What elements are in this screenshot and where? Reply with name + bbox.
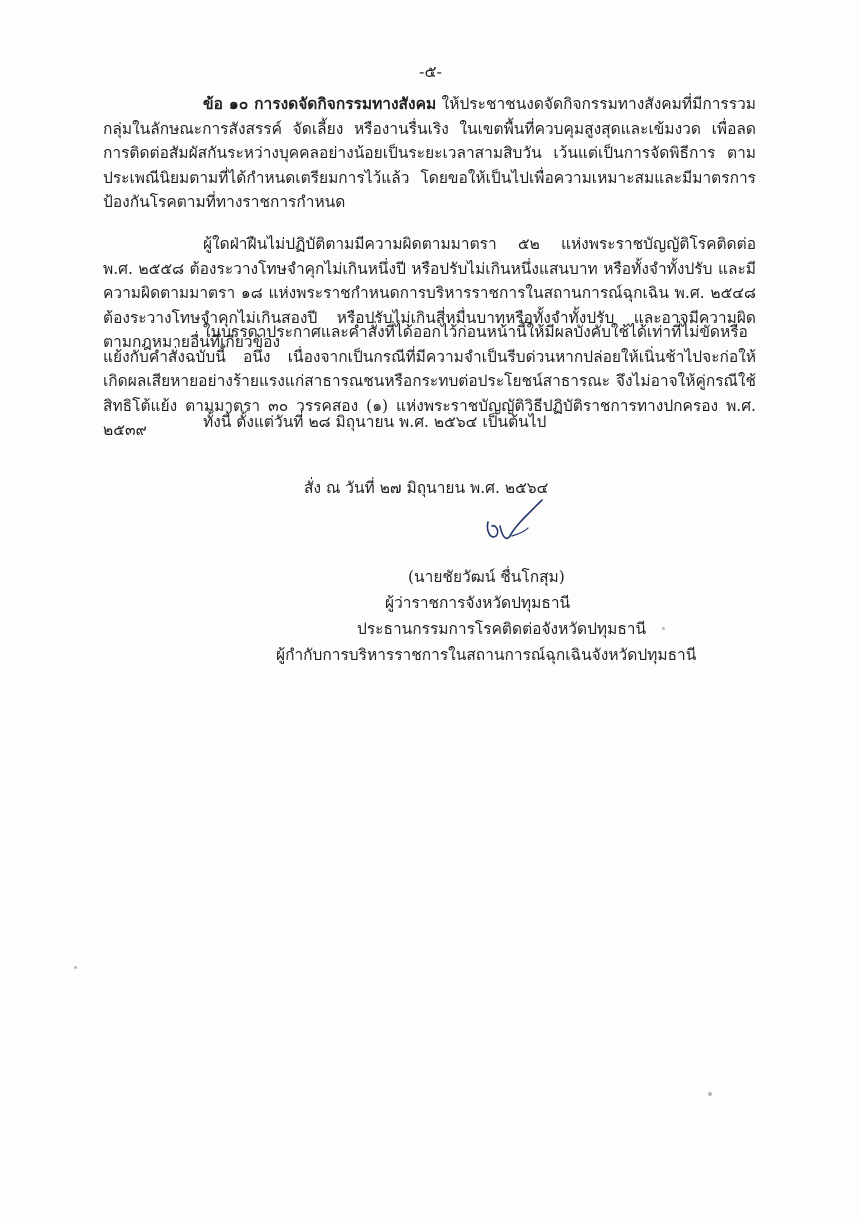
penalty-paragraph: ผู้ใดฝ่าฝืนไม่ปฏิบัติตามมีความผิดตามมาตรา ๕๒ แห่งพระราชบัญญัติโรคติดต่อ พ.ศ. ๒๕๕๘ ต้องระวางโทษจำคุกไม่เกินหนึ่งปี หรือปรับไม่เกินหนึ่งแสนบาท หรือทั้งจำทั้งปรับ และมีความผิดตามมาตรา ๑๘ แห่งพระราชกำหนดการบริหารราชการในสถานการณ์ฉุกเฉิน พ.ศ. ๒๕๔๘ ต้องระวางโทษจำคุกไม่เกินสองปี หรือปรับไม่เกินสี่หมื่นบาทหรือทั้งจำทั้งปรับ และอาจมีความผิดตามกฎหมายอื่นที่เกี่ยวข้อง bbox=[103, 235, 756, 351]
clause-body: ให้ประชาชนงดจัดกิจกรรมทางสังคมที่มีการรวมกลุ่มในลักษณะการสังสรรค์ จัดเลี้ยง หรืองานรื่นเริง ในเขตพื้นที่ควบคุมสูงสุดและเข้มงวด เพื่อลดการติดต่อสัมผัสกันระหว่างบุคคลอย่างน้อยเป็นระยะเวลาสามสิบวัน เว้นแต่เป็นการจัดพิธีการ ตามประเพณีนิยมตามที่ได้กำหนดเตรียมการไว้แล้ว โดยขอให้เป็นไปเพื่อความเหมาะสมและมีมาตรการป้องกันโรคตามที่ทางราชการกำหนด bbox=[103, 95, 756, 211]
clause-10-paragraph bbox=[103, 92, 756, 215]
signatory-title-emergency-supervisor: ผู้กำกับการบริหารราชการในสถานการณ์ฉุกเฉินจังหวัดปทุมธานี bbox=[276, 646, 697, 664]
page-number: -๕- bbox=[419, 62, 442, 81]
paper-speck bbox=[662, 627, 665, 630]
effective-date: ทั้งนี้ ตั้งแต่วันที่ ๒๘ มิถุนายน พ.ศ. ๒๕๖๔ เป็นต้นไป bbox=[203, 413, 547, 431]
signatory-title-governor: ผู้ว่าราชการจังหวัดปทุมธานี bbox=[385, 594, 571, 612]
handwritten-signature bbox=[478, 492, 548, 552]
clause-heading: ข้อ ๑๐ การงดจัดกิจกรรมทางสังคม bbox=[203, 94, 437, 113]
paper-speck bbox=[708, 1092, 712, 1096]
signatory-name: (นายชัยวัฒน์ ชื่นโกสุม) bbox=[408, 568, 565, 586]
paper-speck bbox=[74, 966, 77, 969]
precedence-paragraph: ในบรรดาประกาศและคำสั่งที่ได้ออกไว้ก่อนหน้านี้ให้มีผลบังคับใช้ได้เท่าที่ไม่ขัดหรือแย้งกับคำสั่งฉบับนี้ อนึ่ง เนื่องจากเป็นกรณีที่มีความจำเป็นรีบด่วนหากปล่อยให้เนิ่นช้าไปจะก่อให้เกิดผลเสียหายอย่างร้ายแรงแก่สาธารณชนหรือกระทบต่อประโยชน์สาธารณะ จึงไม่อาจให้คู่กรณีใช้สิทธิโต้แย้ง ตามมาตรา ๓๐ วรรคสอง (๑) แห่งพระราชบัญญัติวิธีปฏิบัติราชการทางปกครอง พ.ศ. ๒๕๓๙ bbox=[103, 323, 756, 439]
signed-date: สั่ง ณ วันที่ ๒๗ มิถุนายน พ.ศ. ๒๕๖๔ bbox=[304, 479, 549, 497]
signatory-title-committee-chair: ประธานกรรมการโรคติดต่อจังหวัดปทุมธานี bbox=[357, 620, 647, 638]
